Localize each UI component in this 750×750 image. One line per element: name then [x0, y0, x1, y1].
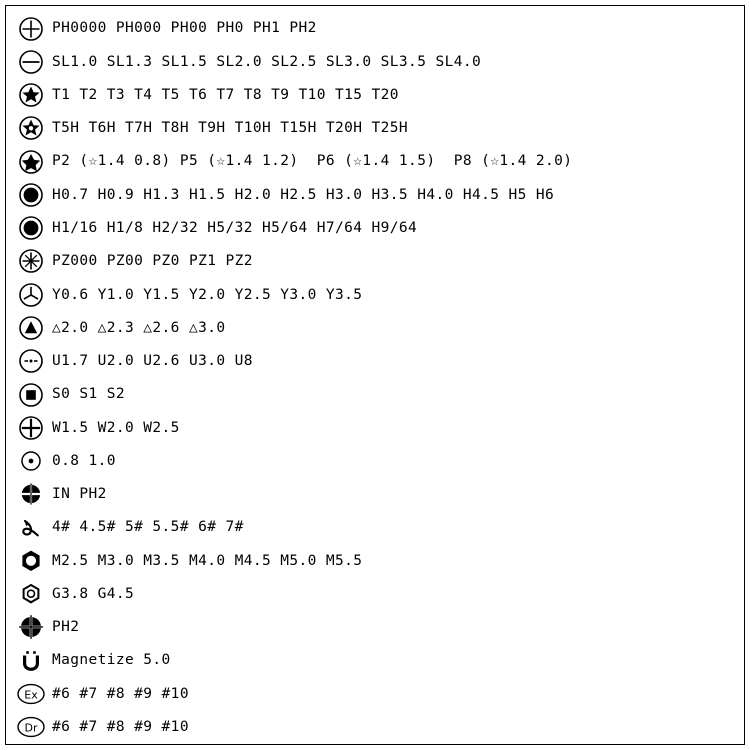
extension-bar-icon — [16, 679, 46, 709]
slotted-minus-circle-icon — [16, 47, 46, 77]
chart-rows — [6, 6, 744, 744]
torx-security-star-circle-icon — [16, 113, 46, 143]
pentalobe-star-circle-icon — [16, 147, 46, 177]
row-label: PZ000 PZ00 PZ0 PZ1 PZ2 — [52, 253, 253, 270]
row-label: P2 (☆1.4 0.8) P5 (☆1.4 1.2) P6 (☆1.4 1.5) P8 (☆1.4 2.0) — [52, 153, 573, 170]
socket-nut-small-icon — [16, 579, 46, 609]
table-row — [6, 644, 744, 677]
phillips-bold-cross-icon — [16, 612, 46, 642]
row-label: T5H T6H T7H T8H T9H T10H T15H T20H T25H — [52, 120, 409, 137]
row-label: #6 #7 #8 #9 #10 — [52, 718, 189, 735]
row-label: Magnetize 5.0 — [52, 652, 171, 669]
tri-wing-circle-icon — [16, 280, 46, 310]
magnetizer-u-icon — [16, 646, 46, 676]
row-label: W1.5 W2.0 W2.5 — [52, 419, 180, 436]
row-label: H1/16 H1/8 H2/32 H5/32 H5/64 H7/64 H9/64 — [52, 219, 418, 236]
row-label: U1.7 U2.0 U2.6 U3.0 U8 — [52, 353, 253, 370]
hook-spudger-icon — [16, 513, 46, 543]
table-row — [6, 12, 744, 45]
hex-filled-circle-icon — [16, 180, 46, 210]
row-label: 4# 4.5# 5# 5.5# 6# 7# — [52, 519, 244, 536]
table-row — [6, 145, 744, 178]
table-row — [6, 278, 744, 311]
svg-text:Dr: Dr — [24, 721, 38, 735]
table-row — [6, 578, 744, 611]
row-label: S0 S1 S2 — [52, 386, 126, 403]
row-label: M2.5 M3.0 M3.5 M4.0 M4.5 M5.0 M5.5 — [52, 552, 363, 569]
table-row — [6, 511, 744, 544]
row-label: PH0000 PH000 PH00 PH0 PH1 PH2 — [52, 20, 317, 37]
u-shape-circle-icon — [16, 346, 46, 376]
row-label: Y0.6 Y1.0 Y1.5 Y2.0 Y2.5 Y3.0 Y3.5 — [52, 286, 363, 303]
row-label: PH2 — [52, 619, 80, 636]
table-row — [6, 112, 744, 145]
socket-hex-nut-icon — [16, 546, 46, 576]
square-circle-icon — [16, 380, 46, 410]
row-label: △2.0 △2.3 △2.6 △3.0 — [52, 319, 226, 336]
dot-circle-icon — [16, 446, 46, 476]
table-row — [6, 677, 744, 710]
table-row — [6, 611, 744, 644]
pozidriv-circle-icon — [16, 246, 46, 276]
table-row — [6, 345, 744, 378]
cross-wide-circle-icon — [16, 413, 46, 443]
table-row — [6, 378, 744, 411]
row-label: SL1.0 SL1.3 SL1.5 SL2.0 SL2.5 SL3.0 SL3.5 SL4.0 — [52, 53, 482, 70]
row-label: 0.8 1.0 — [52, 452, 116, 469]
phillips-cross-circle-icon — [16, 14, 46, 44]
table-row — [6, 711, 744, 744]
table-row — [6, 79, 744, 112]
table-row — [6, 212, 744, 245]
torx-star-circle-icon — [16, 80, 46, 110]
hex-imperial-filled-circle-icon — [16, 213, 46, 243]
table-row — [6, 245, 744, 278]
table-row — [6, 444, 744, 477]
table-row — [6, 178, 744, 211]
table-row — [6, 411, 744, 444]
triangle-circle-icon — [16, 313, 46, 343]
sim-ejector-cross-icon — [16, 479, 46, 509]
row-label: G3.8 G4.5 — [52, 585, 135, 602]
table-row — [6, 311, 744, 344]
table-row — [6, 544, 744, 577]
row-label: H0.7 H0.9 H1.3 H1.5 H2.0 H2.5 H3.0 H3.5 H4.0 H4.5 H5 H6 — [52, 186, 555, 203]
row-label: IN PH2 — [52, 486, 107, 503]
row-label: #6 #7 #8 #9 #10 — [52, 685, 189, 702]
driver-bar-icon — [16, 712, 46, 742]
svg-text:Ex: Ex — [24, 688, 38, 702]
table-row — [6, 45, 744, 78]
row-label: T1 T2 T3 T4 T5 T6 T7 T8 T9 T10 T15 T20 — [52, 86, 399, 103]
table-row — [6, 478, 744, 511]
